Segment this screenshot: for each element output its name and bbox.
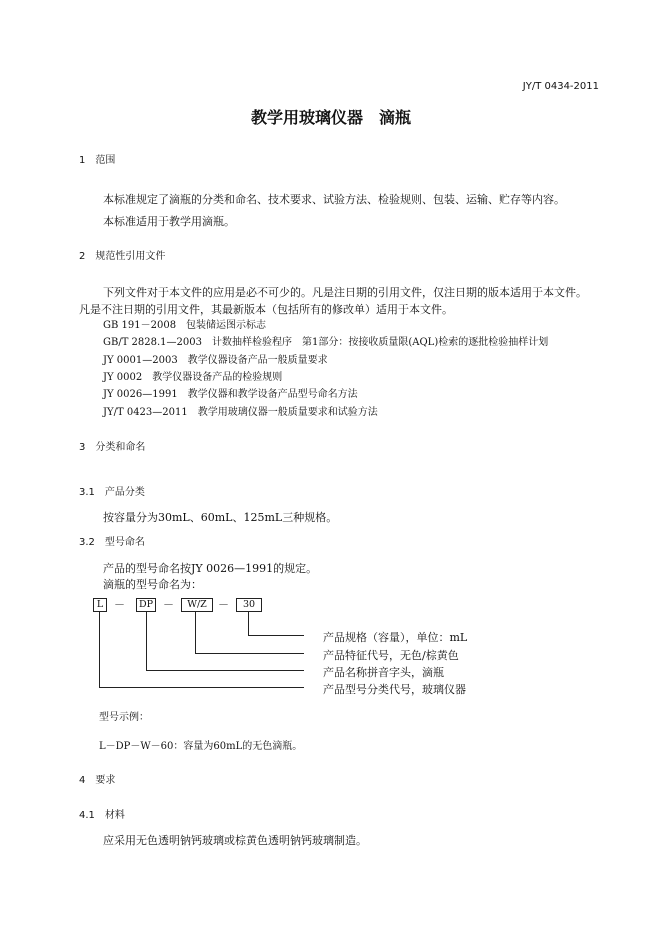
section-3-1-heading: 3.1 产品分类 xyxy=(79,487,145,498)
diagram-connector-line xyxy=(146,670,304,671)
diagram-box-spec: 30 xyxy=(236,598,262,612)
diagram-box-category: L xyxy=(93,598,107,612)
section-2-intro-line-2: 凡是不注日期的引用文件，其最新版本（包括所有的修改单）适用于本文件。 xyxy=(79,303,453,316)
reference-item: JY 0001—2003 教学仪器设备产品一般质量要求 xyxy=(103,355,328,366)
reference-item: GB 191－2008 包装储运图示标志 xyxy=(103,320,267,331)
diagram-dash: － xyxy=(163,598,174,611)
reference-item: GB/T 2828.1—2003 计数抽样检验程序 第1部分：按接收质量限(AQL)检索的逐批检验抽样计划 xyxy=(103,337,549,348)
example-text: L－DP－W－60：容量为60mL的无色滴瓶。 xyxy=(99,741,303,752)
reference-item: JY 0002 教学仪器设备产品的检验规则 xyxy=(103,372,283,383)
section-1-paragraph-2: 本标准适用于教学用滴瓶。 xyxy=(103,215,235,228)
diagram-label-feature: 产品特征代号，无色/棕黄色 xyxy=(323,649,459,662)
section-3-2-line-2: 滴瓶的型号命名为： xyxy=(103,578,202,591)
reference-item: JY 0026—1991 教学仪器和教学设备产品型号命名方法 xyxy=(103,389,358,400)
diagram-box-feature: W/Z xyxy=(181,598,213,612)
section-3-1-text: 按容量分为30mL、60mL、125mL三种规格。 xyxy=(103,511,338,524)
section-3-2-line-1: 产品的型号命名按JY 0026—1991的规定。 xyxy=(103,562,318,575)
reference-item: JY/T 0423—2011 教学用玻璃仪器一般质量要求和试验方法 xyxy=(103,407,378,418)
example-label: 型号示例： xyxy=(99,712,149,723)
diagram-label-name: 产品名称拼音字头，滴瓶 xyxy=(323,666,444,679)
section-4-heading: 4 要求 xyxy=(79,775,116,786)
section-1-paragraph-1: 本标准规定了滴瓶的分类和命名、技术要求、试验方法、检验规则、包装、运输、贮存等内容。 xyxy=(103,193,565,206)
diagram-connector-line xyxy=(248,635,304,636)
section-3-2-heading: 3.2 型号命名 xyxy=(79,537,145,548)
page-title: 教学用玻璃仪器 滴瓶 xyxy=(250,108,411,127)
diagram-connector-line xyxy=(195,653,304,654)
section-3-heading: 3 分类和命名 xyxy=(79,442,146,453)
diagram-dash: － xyxy=(218,598,229,611)
diagram-dash: － xyxy=(114,598,125,611)
section-1-heading: 1 范围 xyxy=(79,155,116,166)
document-code: JY/T 0434-2011 xyxy=(522,81,599,92)
diagram-label-category: 产品型号分类代号，玻璃仪器 xyxy=(323,683,466,696)
diagram-connector-line xyxy=(99,612,100,687)
diagram-label-spec: 产品规格（容量），单位：mL xyxy=(323,631,468,644)
diagram-connector-line xyxy=(146,612,147,670)
diagram-connector-line xyxy=(195,612,196,653)
section-4-1-heading: 4.1 材料 xyxy=(79,810,125,821)
section-4-1-text: 应采用无色透明钠钙玻璃或棕黄色透明钠钙玻璃制造。 xyxy=(103,834,367,847)
section-2-heading: 2 规范性引用文件 xyxy=(79,251,166,262)
diagram-box-name: DP xyxy=(136,598,156,612)
diagram-connector-line xyxy=(99,687,304,688)
diagram-connector-line xyxy=(248,612,249,635)
section-2-intro-line-1: 下列文件对于本文件的应用是必不可少的。凡是注日期的引用文件，仅注日期的版本适用于本文件。 xyxy=(103,286,587,299)
